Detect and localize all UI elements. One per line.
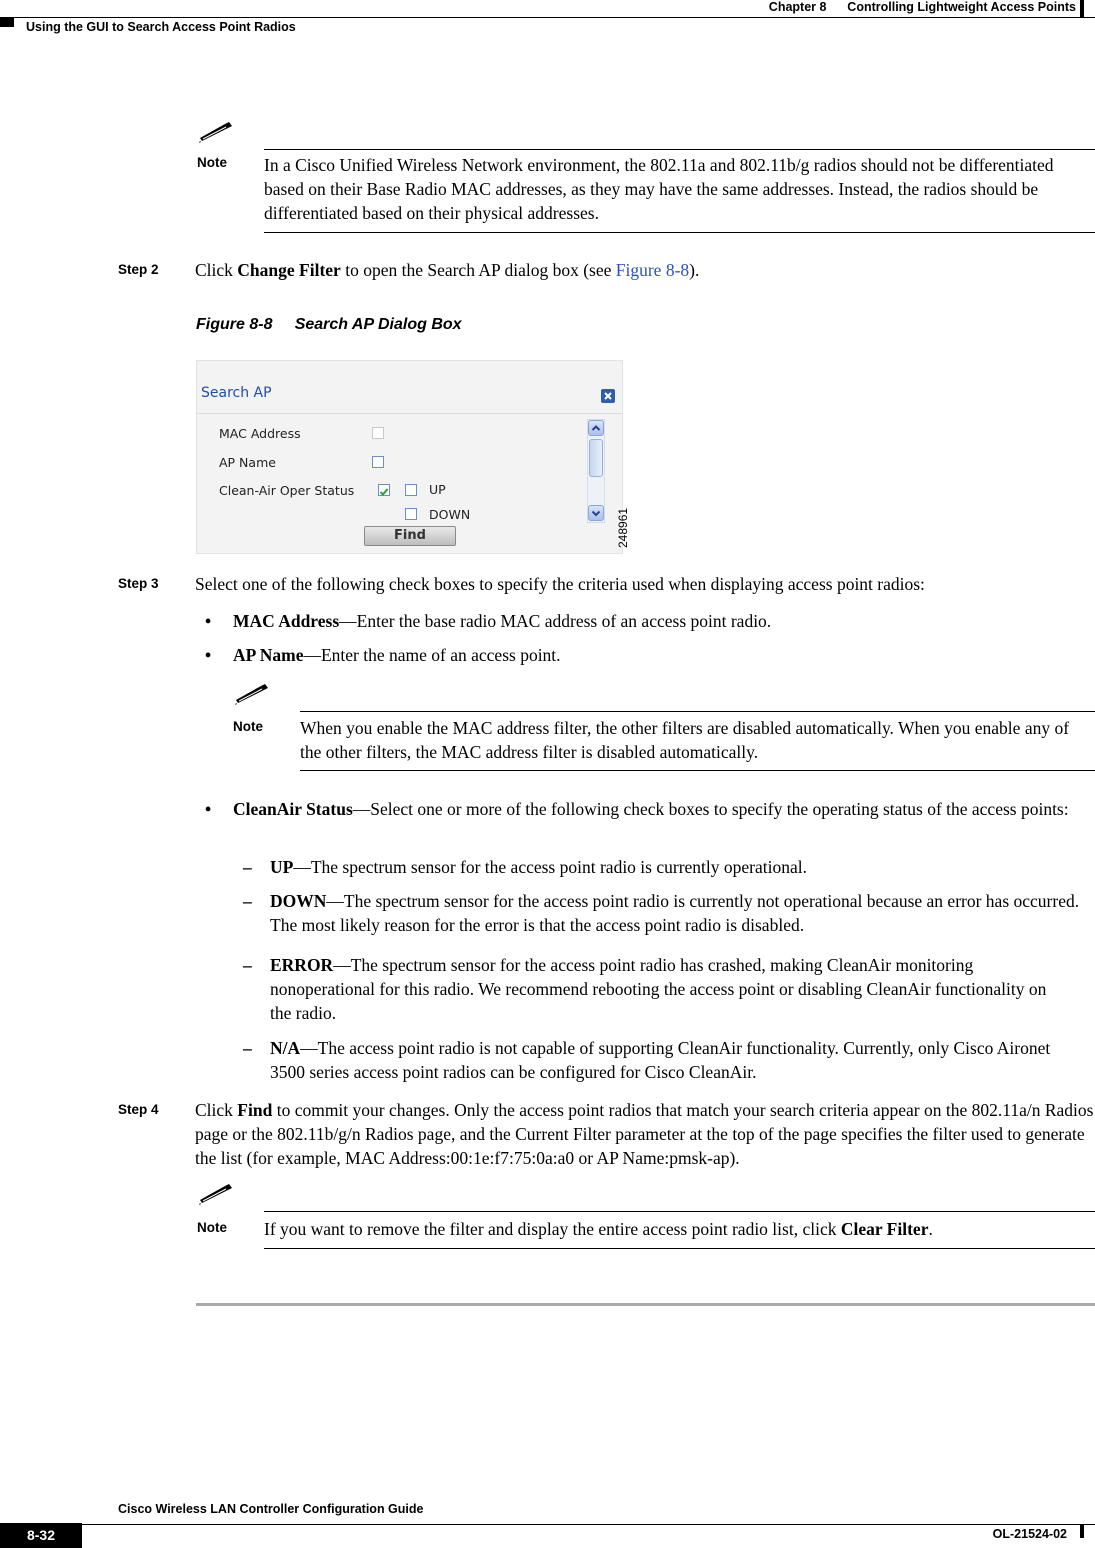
bullet-item xyxy=(233,797,1095,821)
ui-term: CleanAir Status xyxy=(233,799,353,819)
bullet-marker: • xyxy=(205,799,212,819)
mac-address-checkbox[interactable] xyxy=(372,427,384,439)
ui-term: ERROR xyxy=(270,955,334,975)
ap-name-checkbox[interactable] xyxy=(372,456,384,468)
header-rule xyxy=(0,17,1095,18)
note-bottom-rule xyxy=(264,1248,1095,1249)
note-label: Note xyxy=(233,719,263,734)
footer-rule xyxy=(82,1524,1095,1525)
step-text-part: to open the Search AP dialog box (see xyxy=(340,260,616,280)
step-text xyxy=(195,1098,1095,1170)
down-label: DOWN xyxy=(429,507,471,522)
scrollbar-thumb[interactable] xyxy=(589,439,603,477)
clean-air-checkbox[interactable] xyxy=(378,484,390,496)
note-bottom-rule xyxy=(264,232,1095,233)
figure-caption: Figure 8-8 Search AP Dialog Box xyxy=(196,316,462,333)
down-checkbox[interactable] xyxy=(405,508,417,520)
running-header-section: Using the GUI to Search Access Point Radios xyxy=(26,20,296,34)
ap-name-label: AP Name xyxy=(219,455,276,470)
sub-bullet-desc: —The spectrum sensor for the access point radio is currently operational. xyxy=(293,857,807,877)
note-pencil-icon xyxy=(233,684,273,706)
ui-term: Find xyxy=(237,1100,273,1120)
ui-term: AP Name xyxy=(233,645,304,665)
note-pencil-icon xyxy=(197,122,237,144)
dialog-divider xyxy=(197,413,622,414)
step-text: Select one of the following check boxes to specify the criteria used when displaying access point radios: xyxy=(195,574,925,594)
note-top-rule xyxy=(264,1211,1095,1212)
note-label: Note xyxy=(197,155,227,170)
step-label: Step 2 xyxy=(118,262,159,277)
bullet-desc: —Enter the base radio MAC address of an access point radio. xyxy=(339,611,772,631)
bullet-item xyxy=(233,609,1093,633)
page-number: 8-32 xyxy=(0,1523,82,1548)
bullet-marker: • xyxy=(205,611,212,631)
close-icon[interactable] xyxy=(601,389,615,403)
step-text xyxy=(195,258,1075,282)
mac-address-label: MAC Address xyxy=(219,426,301,441)
chevron-down-icon xyxy=(589,506,603,520)
sub-bullet-item xyxy=(270,889,1095,937)
sub-bullet-item xyxy=(270,1036,1085,1084)
figure-id: 248961 xyxy=(616,507,630,548)
running-header-chapter: Chapter 8 Controlling Lightweight Access Points xyxy=(768,0,1076,14)
step-label: Step 4 xyxy=(118,1102,159,1117)
note-top-rule xyxy=(300,711,1095,712)
scroll-down-button[interactable] xyxy=(588,505,604,521)
note-text-part: . xyxy=(928,1219,933,1239)
sub-bullet-marker: – xyxy=(243,955,252,975)
dialog-title: Search AP xyxy=(201,385,272,401)
sub-bullet-marker: – xyxy=(243,891,252,911)
clean-air-status-label: Clean-Air Oper Status xyxy=(219,483,355,498)
chevron-up-icon xyxy=(589,421,603,435)
sub-bullet-marker: – xyxy=(243,1038,252,1058)
ui-term: Change Filter xyxy=(237,260,341,280)
bullet-desc: —Select one or more of the following check boxes to specify the operating status of the access points: xyxy=(352,799,1069,819)
figure-link[interactable]: Figure 8-8 xyxy=(615,260,690,280)
ui-term: N/A xyxy=(270,1038,301,1058)
ui-term: Clear Filter xyxy=(840,1219,929,1239)
footer-guide-title: Cisco Wireless LAN Controller Configuration Guide xyxy=(118,1502,424,1516)
header-marker-right xyxy=(1080,0,1084,18)
ui-term: DOWN xyxy=(270,891,327,911)
sub-bullet-desc: —The spectrum sensor for the access point radio is currently not operational because an error has occurred. The most likely reason for the error is that the access point radio is disabled. xyxy=(270,891,1080,935)
note-text: When you enable the MAC address filter, the other filters are disabled automatically. When you enable any of the other filters, the MAC address filter is disabled automatically. xyxy=(300,718,1070,762)
note-text: In a Cisco Unified Wireless Network environment, the 802.11a and 802.11b/g radios should not be differentiated based on their Base Radio MAC addresses, as they may have the same addresses. Instead, the radios should be differentiated based on their physical addresses. xyxy=(264,155,1054,223)
checkmark-icon xyxy=(379,487,389,497)
bullet-marker: • xyxy=(205,645,212,665)
bullet-item xyxy=(233,643,1093,667)
note-text-part: If you want to remove the filter and display the entire access point radio list, click xyxy=(264,1219,841,1239)
note-text xyxy=(264,1217,1095,1241)
sub-bullet-marker: – xyxy=(243,857,252,877)
step-text-part: Click xyxy=(195,1100,238,1120)
step-text-part: Click xyxy=(195,260,238,280)
note-top-rule xyxy=(264,149,1095,150)
sub-bullet-desc: —The spectrum sensor for the access point radio has crashed, making CleanAir monitoring nonoperational for this radio. We recommend rebooting the access point or disabling CleanAir functionality on the radio. xyxy=(270,955,1047,1023)
step-text-part: ). xyxy=(689,260,700,280)
find-button[interactable]: Find xyxy=(364,526,456,546)
section-end-rule xyxy=(196,1303,1095,1306)
ui-term: UP xyxy=(270,857,294,877)
sub-bullet-item xyxy=(270,953,1060,1025)
note-label: Note xyxy=(197,1220,227,1235)
footer-marker-right xyxy=(1080,1524,1084,1538)
footer-doc-number: OL-21524-02 xyxy=(992,1527,1067,1541)
sub-bullet-item xyxy=(270,855,1095,879)
step-label: Step 3 xyxy=(118,576,159,591)
search-ap-dialog xyxy=(196,360,623,554)
header-marker-left xyxy=(0,17,14,27)
scroll-up-button[interactable] xyxy=(588,420,604,436)
up-label: UP xyxy=(429,482,446,497)
ui-term: MAC Address xyxy=(233,611,340,631)
up-checkbox[interactable] xyxy=(405,484,417,496)
note-bottom-rule xyxy=(300,770,1095,771)
sub-bullet-desc: —The access point radio is not capable of supporting CleanAir functionality. Currently, only Cisco Aironet 3500 series access point radios can be configured for Cisco CleanAir. xyxy=(270,1038,1051,1082)
step-text-part: to commit your changes. Only the access point radios that match your search criteria appear on the 802.11a/n Radios page or the 802.11b/g/n Radios page, and the Current Filter parameter at the top of the page specifies the filter used to generate the list (for example, MAC Address:00:1e:f7:75:0a:a0 or AP Name:pmsk-ap). xyxy=(195,1100,1094,1168)
bullet-desc: —Enter the name of an access point. xyxy=(303,645,561,665)
note-pencil-icon xyxy=(197,1184,237,1206)
